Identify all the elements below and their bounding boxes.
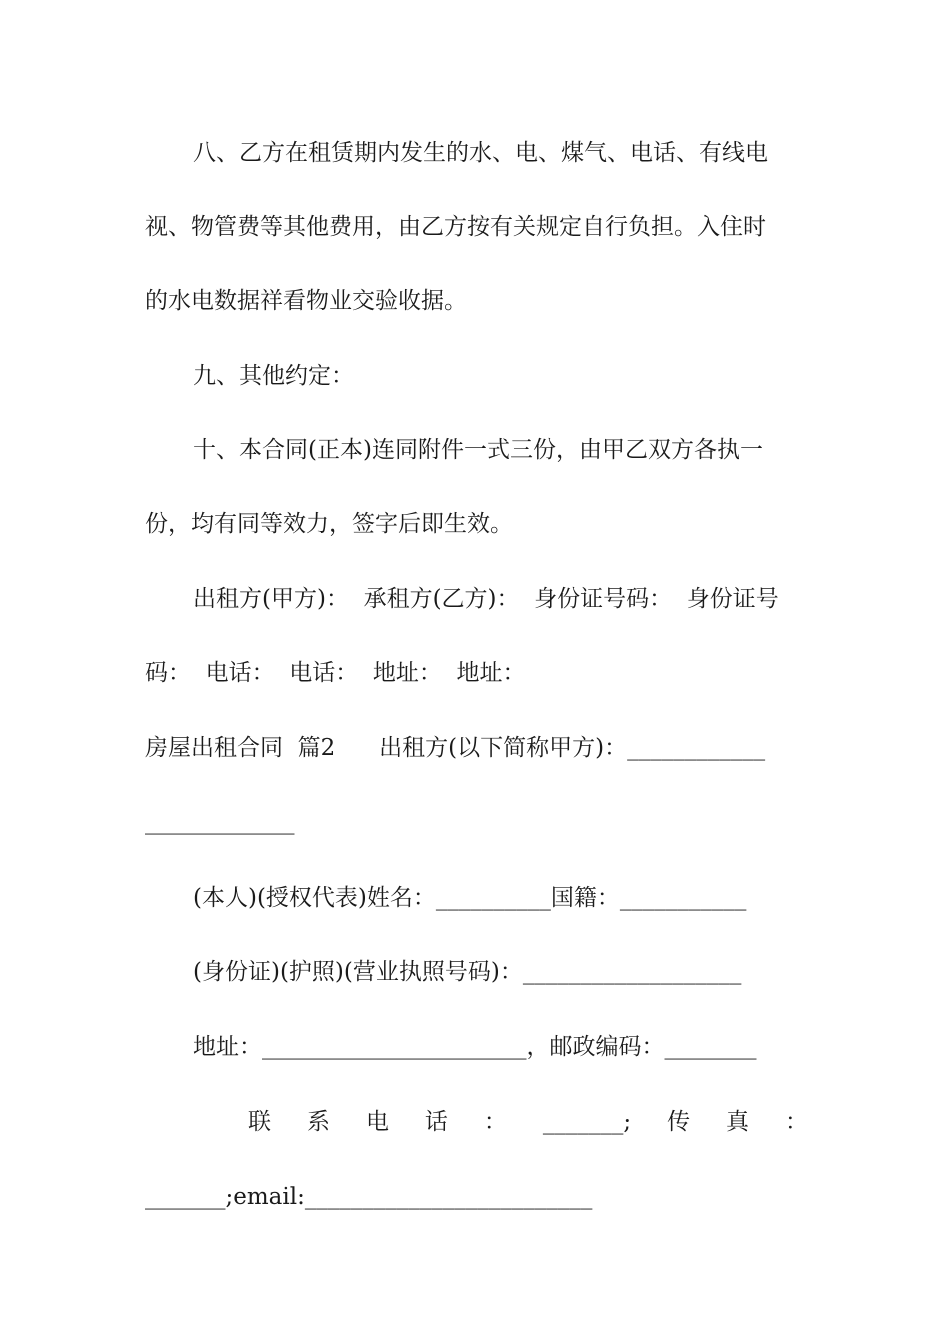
address-postcode-line: 地址：_______________________，邮政编码：________: [193, 1034, 757, 1060]
clause-8-line-2: 视、物管费等其他费用，由乙方按有关规定自行负担。入住时: [145, 214, 766, 240]
clause-10-line-2: 份，均有同等效力，签字后即生效。: [145, 511, 513, 537]
phone-fax-line: [248, 1107, 808, 1137]
fax-char-1: 传: [667, 1109, 691, 1135]
phone-char-2: 系: [306, 1109, 330, 1135]
id-number-line: (身份证)(护照)(营业执照号码)：___________________: [193, 959, 742, 985]
clause-8-line-3: 的水电数据祥看物业交验收据。: [145, 288, 467, 314]
phone-char-1: 联: [248, 1109, 271, 1135]
clause-9: 九、其他约定：: [193, 363, 354, 389]
signature-fields-line-2: 码： 电话： 电话： 地址： 地址：: [145, 660, 526, 686]
phone-char-4: 话: [424, 1109, 448, 1135]
clause-8-line-1: 八、乙方在租赁期内发生的水、电、煤气、电话、有线电: [193, 140, 768, 166]
name-nationality-line: (本人)(授权代表)姓名：__________国籍：___________: [193, 885, 747, 911]
clause-10-line-1: 十、本合同(正本)连同附件一式三份，由甲乙双方各执一: [193, 437, 763, 463]
signature-fields-line-1: 出租方(甲方)： 承租方(乙方)： 身份证号码： 身份证号: [193, 586, 779, 612]
phone-colon: ：: [483, 1109, 507, 1135]
phone-blank: _______;: [542, 1109, 632, 1135]
fax-colon: ：: [785, 1109, 808, 1135]
lessor-blank-continuation: _____________: [145, 809, 295, 835]
phone-char-3: 电: [365, 1109, 389, 1135]
fax-email-line: _______;email:_________________________: [145, 1184, 593, 1210]
fax-char-2: 真: [726, 1109, 750, 1135]
contract-2-heading: 房屋出租合同 篇2 出租方(以下简称甲方)：____________: [145, 735, 766, 761]
